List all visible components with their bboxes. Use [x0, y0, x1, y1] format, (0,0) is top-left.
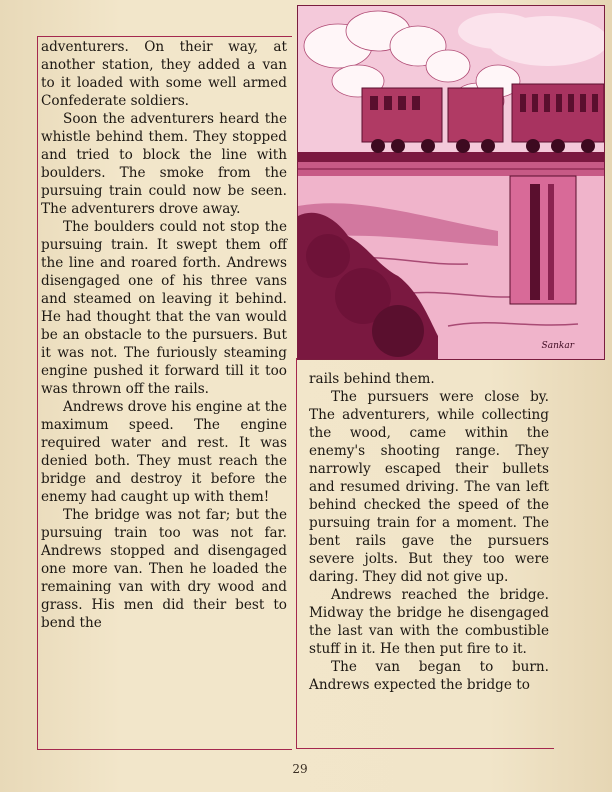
artist-signature: Sankar: [541, 341, 574, 351]
paragraph: The boulders could not stop the pursuing train. It swept them off the line and roared forth. Andrews disengaged one of his three vans and steamed on leaving it behind. He had thought that the van would be an obstacle to the pursuers. But it was not. The furiously steaming engine pushed it forward till it too was thrown off the rails.: [41, 219, 287, 397]
left-text-column: [41, 38, 287, 632]
train-on-bridge-illustration: [297, 5, 605, 360]
paragraph: adventurers. On their way, at another station, they added a van to it loaded with some well armed Confederate soldiers.: [41, 39, 287, 109]
right-text-frame-line: [296, 358, 297, 748]
paragraph: Soon the adventurers heard the whistle behind them. They stopped and tried to block the line with boulders. The smoke from the pursuing train could now be seen. The adventurers drove away.: [41, 111, 287, 217]
right-text-column: [309, 370, 549, 694]
paragraph: The pursuers were close by. The adventurers, while collecting the wood, came within the enemy's shooting range. They narrowly escaped their bullets and resumed driving. The van left behind checked the speed of the pursuing train for a moment. The bent rails gave the pursuers severe jolts. But they too were daring. They did not give up.: [309, 389, 549, 585]
paragraph: The bridge was not far; but the pursuing train too was not far. Andrews stopped and disengaged one more van. Then he loaded the remaining van with dry wood and grass. His men did their best to bend the: [41, 507, 287, 631]
paragraph: rails behind them.: [309, 371, 435, 387]
paragraph: Andrews drove his engine at the maximum speed. The engine required water and rest. It was denied both. They must reach the bridge and destroy it before the enemy had caught up with them!: [41, 399, 287, 505]
page-number: 29: [292, 762, 308, 776]
bottom-frame-line: [296, 748, 554, 749]
paragraph: The van began to burn. Andrews expected the bridge to: [309, 659, 549, 693]
paragraph: Andrews reached the bridge. Midway the bridge he disengaged the last van with the combustible stuff in it. He then put fire to it.: [309, 587, 549, 657]
